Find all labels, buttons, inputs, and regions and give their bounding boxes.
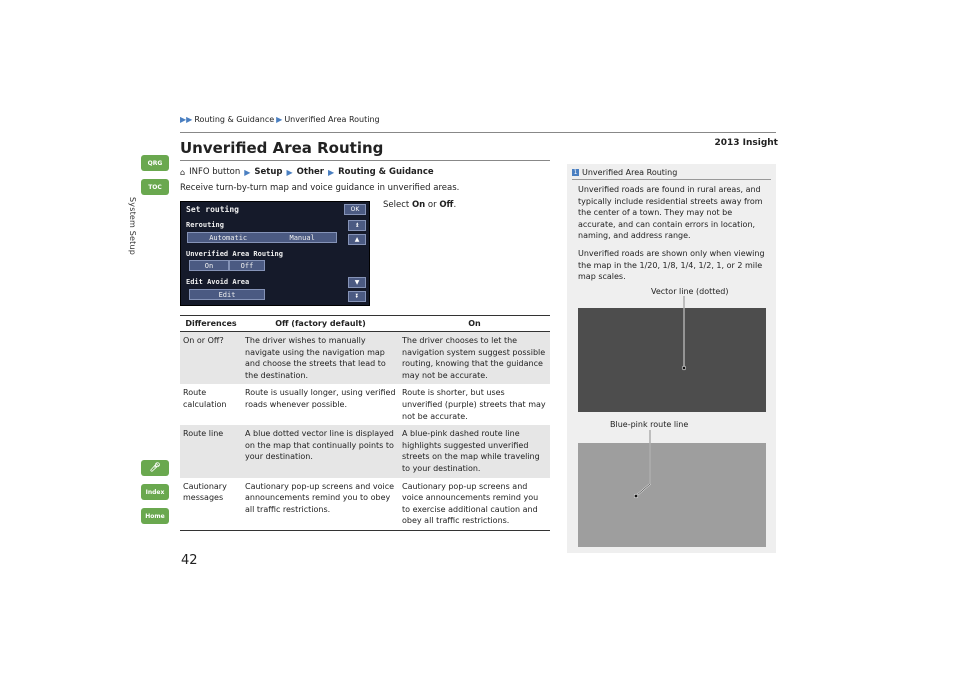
side-note	[567, 164, 776, 553]
select-prefix: Select	[383, 200, 412, 210]
column-header: Differences	[180, 316, 242, 332]
voice-icon: 🎤︎	[149, 463, 161, 473]
triangle-icon: ▶	[327, 167, 335, 177]
note-title: Unverified Area Routing	[582, 168, 678, 177]
note-number: 1	[573, 169, 578, 176]
home-tab[interactable]: Home	[141, 508, 169, 524]
route-line-caption: Blue-pink route line	[610, 420, 689, 429]
table-cell: Cautionary pop-up screens and voice announcements remind you to obey all traffic restrictions.	[242, 478, 399, 531]
index-tab[interactable]: Index	[141, 484, 169, 500]
manual-option[interactable]: Manual	[289, 233, 315, 242]
table-cell: Route calculation	[183, 388, 227, 409]
rerouting-label: Rerouting	[186, 221, 224, 229]
ok-button[interactable]: OK	[344, 204, 366, 215]
table-cell: Route is usually longer, using verified roads whenever possible.	[245, 388, 396, 409]
select-on: On	[411, 200, 426, 210]
column-header: On	[399, 316, 550, 332]
path-other: Other	[296, 167, 324, 177]
table-header-row	[180, 316, 550, 332]
column-header: Off (factory default)	[242, 316, 399, 332]
down-icon: ▼	[354, 279, 360, 286]
note-paragraph: Unverified roads are found in rural areas, and typically include residential streets away from the center of a town. They may not be accurate, and can contain errors in location, naming, and address range.	[578, 185, 763, 241]
header-divider	[180, 132, 776, 133]
select-instruction	[383, 200, 456, 210]
table-cell: On or Off?	[180, 332, 242, 385]
note-paragraph: Unverified roads are shown only when viewing the map in the 1/20, 1/8, 1/4, 1/2, 1, or 2 mile map scales.	[578, 249, 765, 282]
table-row	[180, 332, 550, 385]
table-cell: The driver wishes to manually navigate using the navigation map and choose the streets that lead to the destination.	[242, 332, 399, 385]
breadcrumb-current: Unverified Area Routing	[284, 115, 380, 124]
qrg-tab[interactable]: QRG	[141, 155, 169, 171]
section-label: System Setup	[128, 197, 137, 256]
breadcrumb	[180, 115, 380, 124]
select-or: or	[425, 200, 440, 210]
path-setup: Setup	[254, 167, 283, 177]
table-cell: A blue-pink dashed route line highlights suggested unverified streets on the map while traveling to your destination.	[399, 425, 550, 477]
table-row	[180, 384, 550, 425]
table-row	[180, 425, 550, 477]
comparison-table	[180, 315, 550, 531]
breadcrumb-link-routing[interactable]: Routing & Guidance	[194, 115, 275, 124]
rerouting-selector[interactable]	[187, 232, 337, 243]
vector-line-caption: Vector line (dotted)	[651, 287, 729, 296]
page-title: Unverified Area Routing	[180, 139, 384, 157]
triangle-icon: ▶▶	[180, 115, 193, 124]
unverified-label: Unverified Area Routing	[186, 250, 283, 258]
menu-path	[180, 167, 434, 177]
scroll-up-button[interactable]	[348, 234, 366, 245]
page-number: 42	[181, 553, 198, 568]
on-button[interactable]: On	[189, 260, 229, 271]
table-cell: A blue dotted vector line is displayed on the map that continually points to your destination.	[242, 425, 399, 477]
triangle-icon: ▶	[244, 167, 251, 177]
off-button[interactable]: Off	[229, 260, 265, 271]
table-cell: The driver chooses to let the navigation system suggest possible routing, knowing that the guidance may not be accurate.	[399, 332, 550, 385]
select-off: Off	[439, 200, 454, 210]
table-row	[180, 478, 550, 531]
title-divider	[180, 160, 550, 161]
intro-text: Receive turn-by-turn map and voice guidance in unverified areas.	[180, 183, 460, 193]
voice-command-tab[interactable]	[141, 460, 169, 476]
home-icon: ⌂	[180, 167, 186, 177]
table-cell: Route line	[180, 425, 242, 477]
edit-avoid-label: Edit Avoid Area	[186, 278, 250, 286]
path-start: INFO button	[189, 167, 241, 177]
double-down-icon: ⏬︎	[355, 292, 359, 300]
table-cell: Cautionary messages	[180, 478, 242, 531]
scroll-down-button[interactable]	[348, 277, 366, 288]
path-routing: Routing & Guidance	[338, 167, 434, 177]
model-label: 2013 Insight	[714, 138, 778, 148]
up-icon: ▲	[354, 236, 360, 243]
table-cell: Route is shorter, but uses unverified (purple) streets that may not be accurate.	[402, 388, 546, 421]
screen-title: Set routing	[186, 205, 239, 214]
select-suffix: .	[453, 200, 457, 210]
scroll-bottom-button[interactable]	[348, 291, 366, 302]
navigation-screen	[180, 201, 370, 306]
automatic-option[interactable]: Automatic	[209, 233, 248, 242]
callout-lines	[567, 164, 776, 553]
scroll-top-button[interactable]	[348, 220, 366, 231]
triangle-icon: ▶	[276, 115, 283, 124]
toc-tab[interactable]: TOC	[141, 179, 169, 195]
triangle-icon: ▶	[286, 167, 293, 177]
edit-button[interactable]: Edit	[189, 289, 265, 300]
double-up-icon: ⏫︎	[355, 221, 359, 229]
table-cell: Cautionary pop-up screens and voice announcements remind you to exercise additional caution and obey all traffic restrictions.	[399, 478, 550, 531]
